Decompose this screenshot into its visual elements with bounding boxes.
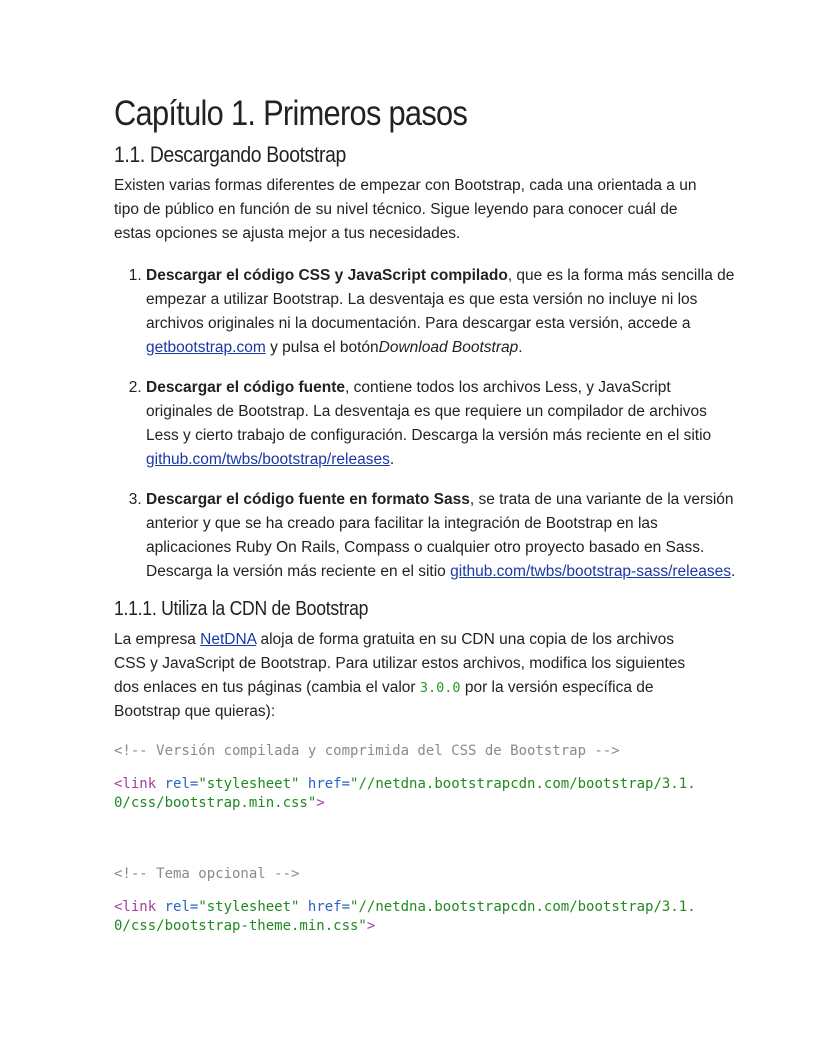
code-attr: href= [299, 899, 351, 915]
cdn-text: La empresa [114, 631, 201, 648]
code-tag: <link [114, 776, 157, 792]
code-string: "//netdna.bootstrapcdn.com/bootstrap/3.1. [350, 776, 696, 792]
list-item-text: , contiene todos los archivos Less, y JavaScript originales de Bootstrap. La desventaja es que requiere un compilador de archivos Less y cierto trabajo de configuración. Descarga la versión más reciente en el sitio [146, 379, 712, 444]
code-tag: > [316, 795, 325, 811]
list-item [146, 376, 736, 472]
code-string: 0/css/bootstrap-theme.min.css" [114, 918, 367, 934]
cdn-text: aloja de forma gratuita en su CDN una copia de los archivos CSS y JavaScript de Bootstrap. Para utilizar estos archivos, modifica los siguientes dos enlaces en tus páginas (cambia el valor [114, 631, 686, 696]
code-attr: rel= [156, 899, 199, 915]
download-bootstrap-label: Download Bootstrap [378, 339, 519, 356]
cdn-paragraph [114, 628, 704, 724]
section-title: 1.1. Descargando Bootstrap [114, 142, 346, 167]
netdna-link[interactable]: NetDNA [200, 631, 257, 648]
code-string: 0/css/bootstrap.min.css" [114, 795, 317, 811]
list-item-text: , se trata de una variante de la versión anterior y que se ha creado para facilitar la integración de Bootstrap en las aplicaciones Ruby On Rails, Compass o cualquier otro proyecto basado en Sass. Descarga la versión más reciente en el sitio [146, 491, 734, 580]
code-string: "stylesheet" [198, 776, 300, 792]
intro-paragraph: Existen varias formas diferentes de empezar con Bootstrap, cada una orientada a un tipo de público en función de su nivel técnico. Sigue leyendo para conocer cuál de estas opciones se ajusta mejor a tus necesidades. [114, 177, 697, 242]
list-item-text: . [730, 563, 736, 580]
code-tag: > [366, 918, 376, 934]
list-item-bold: Descargar el código fuente [146, 379, 345, 396]
subsection-title: 1.1.1. Utiliza la CDN de Bootstrap [114, 598, 369, 620]
list-item-text: , que es la forma más sencilla de empezar a utilizar Bootstrap. La desventaja es que esta versión no incluye ni los archivos originales ni la documentación. Para descargar esta versión, accede a [146, 267, 735, 332]
code-comment-theme [114, 865, 714, 884]
list-item-bold: Descargar el código CSS y JavaScript compilado [146, 267, 508, 284]
bootstrap-sass-releases-link[interactable]: github.com/twbs/bootstrap-sass/releases [450, 563, 731, 580]
list-item [146, 264, 736, 360]
download-options-list [114, 264, 736, 584]
list-item-text: . [389, 451, 395, 468]
code-link-bootstrap-theme [114, 898, 714, 936]
code-link-bootstrap-css [114, 775, 714, 813]
list-item-bold: Descargar el código fuente en formato Sass [146, 491, 470, 508]
list-item-text: y pulsa el botón [265, 339, 379, 356]
list-item-text: . [518, 339, 523, 356]
code-string: "//netdna.bootstrapcdn.com/bootstrap/3.1. [350, 899, 696, 915]
bootstrap-releases-link[interactable]: github.com/twbs/bootstrap/releases [146, 451, 390, 468]
list-item [146, 488, 736, 584]
chapter-title: Capítulo 1. Primeros pasos [114, 94, 468, 133]
getbootstrap-link[interactable]: getbootstrap.com [146, 339, 266, 356]
code-string: "stylesheet" [198, 899, 300, 915]
version-code: 3.0.0 [419, 680, 461, 696]
code-attr: rel= [156, 776, 199, 792]
code-comment: <!-- Versión compilada y comprimida del CSS de Bootstrap --> [114, 743, 620, 759]
document-content [114, 92, 736, 936]
code-comment-compiled-css [114, 742, 714, 761]
code-attr: href= [299, 776, 351, 792]
code-comment: <!-- Tema opcional --> [114, 866, 300, 882]
cdn-text: por la versión específica de Bootstrap que quieras): [114, 679, 654, 720]
code-tag: <link [114, 899, 157, 915]
